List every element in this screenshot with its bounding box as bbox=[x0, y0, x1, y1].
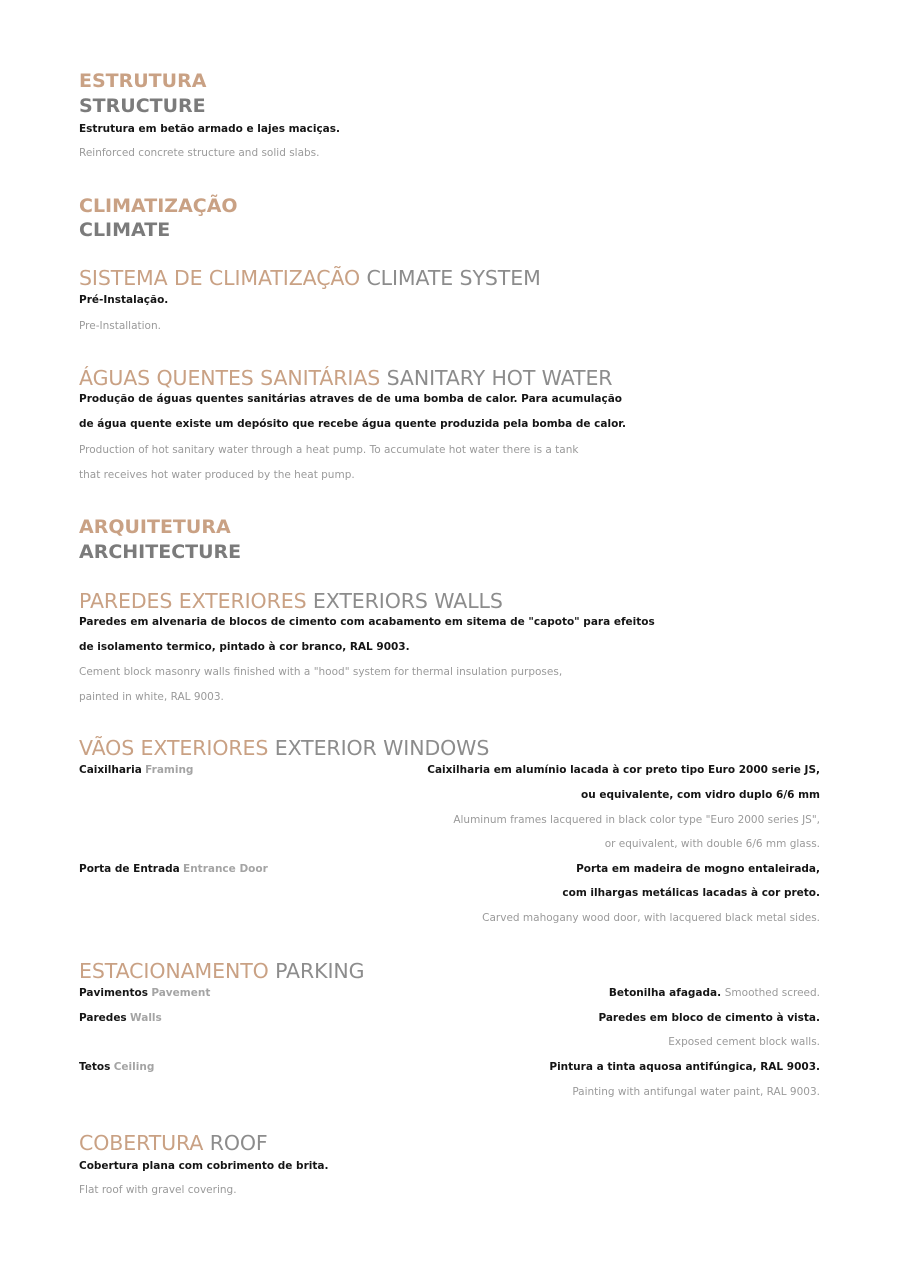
ceiling-label bbox=[79, 1060, 154, 1074]
subsection-title-climate-system bbox=[79, 266, 541, 290]
pavement-label bbox=[79, 986, 210, 1000]
roof-title-pt: COBERTURA bbox=[79, 1131, 204, 1155]
section-title-structure-en: STRUCTURE bbox=[79, 95, 206, 117]
pavement-text bbox=[609, 986, 820, 1000]
pavement-label-pt: Pavimentos bbox=[79, 987, 148, 999]
hot-water-title-pt: ÁGUAS QUENTES SANITÁRIAS bbox=[79, 366, 381, 390]
framing-text-pt-2: ou equivalente, com vidro duplo 6/6 mm bbox=[581, 789, 820, 801]
windows-title-en: EXTERIOR WINDOWS bbox=[274, 736, 490, 760]
subsection-title-parking bbox=[79, 959, 364, 983]
section-title-architecture-en: ARCHITECTURE bbox=[79, 541, 242, 563]
walls-text-en-2: painted in white, RAL 9003. bbox=[79, 691, 224, 703]
climate-system-title-pt: SISTEMA DE CLIMATIZAÇÃO bbox=[79, 266, 361, 290]
structure-text-pt: Estrutura em betão armado e lajes maciças. bbox=[79, 123, 340, 135]
climate-system-text-pt: Pré-Instalação. bbox=[79, 294, 169, 306]
parking-walls-text-en: Exposed cement block walls. bbox=[668, 1036, 820, 1048]
door-label-en: Entrance Door bbox=[183, 863, 268, 875]
subsection-title-roof bbox=[79, 1131, 268, 1155]
parking-walls-label-en: Walls bbox=[130, 1012, 162, 1024]
subsection-title-hot-water bbox=[79, 366, 612, 390]
subsection-title-exterior-windows bbox=[79, 736, 489, 760]
walls-title-pt: PAREDES EXTERIORES bbox=[79, 589, 307, 613]
hot-water-title-en: SANITARY HOT WATER bbox=[386, 366, 613, 390]
windows-title-pt: VÃOS EXTERIORES bbox=[79, 736, 269, 760]
walls-title-en: EXTERIORS WALLS bbox=[312, 589, 503, 613]
hot-water-text-pt-2: de água quente existe um depósito que recebe água quente produzida pela bomba de calor. bbox=[79, 418, 626, 430]
framing-label-en: Framing bbox=[145, 764, 194, 776]
walls-text-en-1: Cement block masonry walls finished with a "hood" system for thermal insulation purposes, bbox=[79, 666, 563, 678]
ceiling-text-en: Painting with antifungal water paint, RAL 9003. bbox=[572, 1086, 820, 1098]
section-title-climate-en: CLIMATE bbox=[79, 219, 171, 241]
walls-text-pt-2: de isolamento termico, pintado à cor branco, RAL 9003. bbox=[79, 641, 410, 653]
parking-title-pt: ESTACIONAMENTO bbox=[79, 959, 269, 983]
ceiling-text-pt: Pintura a tinta aquosa antifúngica, RAL 9003. bbox=[549, 1061, 820, 1073]
door-label bbox=[79, 862, 268, 876]
ceiling-label-en: Ceiling bbox=[113, 1061, 155, 1073]
framing-text-en-2: or equivalent, with double 6/6 mm glass. bbox=[604, 838, 820, 850]
parking-walls-label bbox=[79, 1011, 162, 1025]
walls-text-pt-1: Paredes em alvenaria de blocos de cimento com acabamento em sitema de "capoto" para efeitos bbox=[79, 616, 655, 628]
door-text-pt-1: Porta em madeira de mogno entaleirada, bbox=[576, 863, 820, 875]
hot-water-text-en-1: Production of hot sanitary water through a heat pump. To accumulate hot water there is a tank bbox=[79, 444, 579, 456]
pavement-text-pt: Betonilha afagada. bbox=[608, 987, 722, 999]
framing-text-pt-1: Caixilharia em alumínio lacada à cor preto tipo Euro 2000 serie JS, bbox=[427, 764, 820, 776]
pavement-label-en: Pavement bbox=[151, 987, 211, 999]
roof-title-en: ROOF bbox=[209, 1131, 268, 1155]
roof-text-en: Flat roof with gravel covering. bbox=[79, 1184, 237, 1196]
door-label-pt: Porta de Entrada bbox=[79, 863, 180, 875]
door-text-en-1: Carved mahogany wood door, with lacquered black metal sides. bbox=[482, 912, 820, 924]
subsection-title-exterior-walls bbox=[79, 589, 503, 613]
roof-text-pt: Cobertura plana com cobrimento de brita. bbox=[79, 1160, 329, 1172]
pavement-text-en: Smoothed screed. bbox=[724, 987, 820, 999]
hot-water-text-pt-1: Produção de águas quentes sanitárias atraves de de uma bomba de calor. Para acumulação bbox=[79, 393, 623, 405]
section-title-architecture-pt: ARQUITETURA bbox=[79, 516, 231, 538]
structure-text-en: Reinforced concrete structure and solid slabs. bbox=[79, 147, 320, 159]
framing-label-pt: Caixilharia bbox=[79, 764, 142, 776]
parking-title-en: PARKING bbox=[275, 959, 365, 983]
framing-text-en-1: Aluminum frames lacquered in black color type "Euro 2000 series JS", bbox=[453, 814, 820, 826]
hot-water-text-en-2: that receives hot water produced by the heat pump. bbox=[79, 469, 355, 481]
section-title-structure-pt: ESTRUTURA bbox=[79, 70, 207, 92]
parking-walls-text-pt: Paredes em bloco de cimento à vista. bbox=[598, 1012, 820, 1024]
door-text-pt-2: com ilhargas metálicas lacadas à cor preto. bbox=[562, 887, 820, 899]
parking-walls-label-pt: Paredes bbox=[79, 1012, 127, 1024]
ceiling-label-pt: Tetos bbox=[79, 1061, 111, 1073]
climate-system-title-en: CLIMATE SYSTEM bbox=[366, 266, 541, 290]
framing-label bbox=[79, 763, 193, 777]
climate-system-text-en: Pre-Installation. bbox=[79, 320, 161, 332]
section-title-climate-pt: CLIMATIZAÇÃO bbox=[79, 195, 238, 217]
